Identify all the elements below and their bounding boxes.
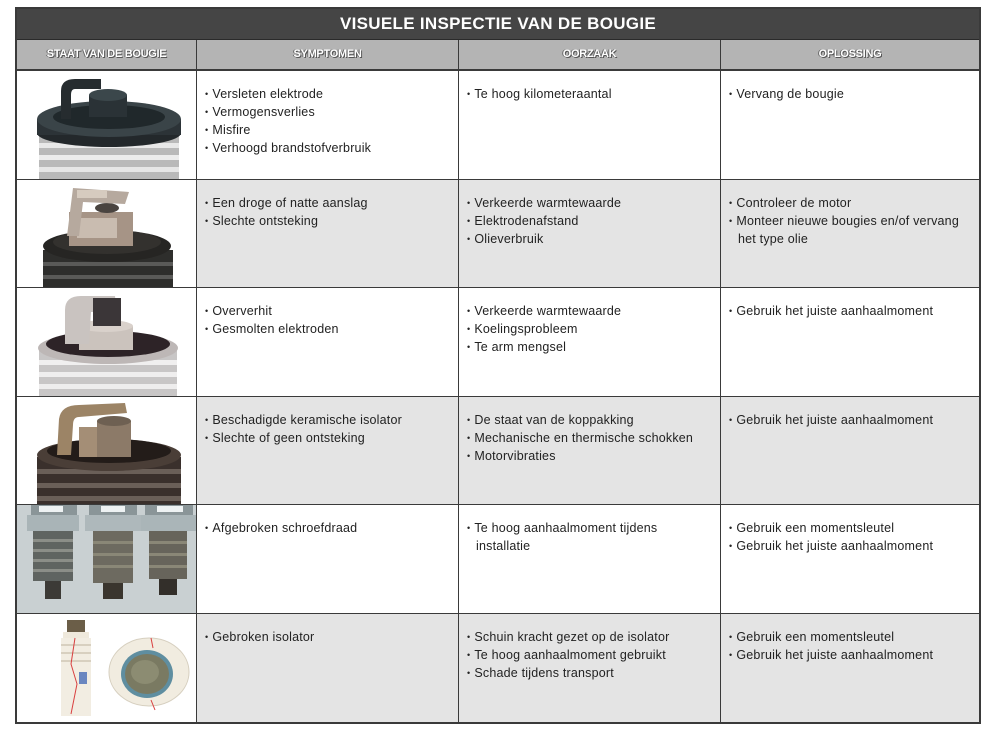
solution-item: • Gebruik een momentsleutel bbox=[729, 519, 971, 537]
symptom-item: • Verhoogd brandstofverbruik bbox=[205, 139, 450, 157]
solution-item: • Gebruik het juiste aanhaalmoment bbox=[729, 646, 971, 664]
symptomen-cell bbox=[197, 288, 459, 396]
cause-item: • Motorvibraties bbox=[467, 447, 712, 465]
solution-item: • Gebruik het juiste aanhaalmoment bbox=[729, 411, 971, 429]
symptom-item: • Slechte ontsteking bbox=[205, 212, 450, 230]
cause-item: • Schuin kracht gezet op de isolator bbox=[467, 628, 712, 646]
oorzaak-cell bbox=[459, 397, 721, 505]
table-row bbox=[17, 614, 979, 723]
cause-item: • Mechanische en thermische schokken bbox=[467, 429, 712, 447]
column-header-staat: STAAT VAN DE BOUGIE bbox=[17, 40, 197, 69]
oplossing-cell bbox=[721, 71, 979, 179]
oorzaak-cell bbox=[459, 71, 721, 179]
cause-item: • Schade tijdens transport bbox=[467, 664, 712, 682]
oplossing-cell bbox=[721, 505, 979, 613]
symptomen-cell bbox=[197, 180, 459, 288]
oplossing-cell bbox=[721, 180, 979, 288]
inspection-table bbox=[15, 7, 981, 724]
table-title: VISUELE INSPECTIE VAN DE BOUGIE bbox=[17, 9, 979, 40]
damaged-insulator-spark-plug-image bbox=[17, 397, 197, 505]
broken-threads-spark-plugs-image bbox=[17, 505, 197, 613]
cause-item: • Te arm mengsel bbox=[467, 338, 712, 356]
symptom-item: • Gebroken isolator bbox=[205, 628, 450, 646]
cause-item: • Verkeerde warmtewaarde bbox=[467, 194, 712, 212]
symptomen-cell bbox=[197, 397, 459, 505]
column-header-oplossing: OPLOSSING bbox=[818, 48, 882, 60]
symptom-item: • Een droge of natte aanslag bbox=[205, 194, 450, 212]
table-row bbox=[17, 505, 979, 614]
solution-item: • Gebruik een momentsleutel bbox=[729, 628, 971, 646]
overheated-spark-plug-image bbox=[17, 288, 197, 396]
table-row bbox=[17, 71, 979, 180]
cause-item: • Te hoog aanhaalmoment gebruikt bbox=[467, 646, 712, 664]
symptomen-cell bbox=[197, 614, 459, 723]
oplossing-cell bbox=[721, 288, 979, 396]
symptom-item: • Oververhit bbox=[205, 302, 450, 320]
symptom-item: • Misfire bbox=[205, 121, 450, 139]
solution-item: • Controleer de motor bbox=[729, 194, 971, 212]
table-row bbox=[17, 397, 979, 506]
oplossing-cell bbox=[721, 397, 979, 505]
table-header-row bbox=[17, 40, 979, 71]
oplossing-cell bbox=[721, 614, 979, 723]
cause-item: • Verkeerde warmtewaarde bbox=[467, 302, 712, 320]
symptom-item: • Gesmolten elektroden bbox=[205, 320, 450, 338]
table-row bbox=[17, 180, 979, 289]
cause-item: • Te hoog kilometeraantal bbox=[467, 85, 712, 103]
solution-item: • Gebruik het juiste aanhaalmoment bbox=[729, 537, 971, 555]
symptom-item: • Slechte of geen ontsteking bbox=[205, 429, 450, 447]
symptom-item: • Beschadigde keramische isolator bbox=[205, 411, 450, 429]
oorzaak-cell bbox=[459, 180, 721, 288]
table-row bbox=[17, 288, 979, 397]
broken-insulator-spark-plug-image bbox=[17, 614, 197, 723]
column-header-symptomen: SYMPTOMEN bbox=[197, 40, 459, 69]
cause-item: • Olieverbruik bbox=[467, 230, 712, 248]
cause-item: • Te hoog aanhaalmoment tijdens installatie bbox=[467, 519, 712, 555]
symptomen-cell bbox=[197, 71, 459, 179]
symptomen-cell bbox=[197, 505, 459, 613]
symptom-item: • Afgebroken schroefdraad bbox=[205, 519, 450, 537]
solution-item: • Gebruik het juiste aanhaalmoment bbox=[729, 302, 971, 320]
column-header-oorzaak: OORZAAK bbox=[459, 40, 721, 69]
cause-item: • Elektrodenafstand bbox=[467, 212, 712, 230]
fouled-deposits-spark-plug-image bbox=[17, 180, 197, 288]
oorzaak-cell bbox=[459, 288, 721, 396]
symptom-item: • Vermogensverlies bbox=[205, 103, 450, 121]
solution-item: • Vervang de bougie bbox=[729, 85, 971, 103]
oorzaak-cell bbox=[459, 614, 721, 723]
oorzaak-cell bbox=[459, 505, 721, 613]
symptom-item: • Versleten elektrode bbox=[205, 85, 450, 103]
cause-item: • Koelingsprobleem bbox=[467, 320, 712, 338]
worn-electrode-spark-plug-image bbox=[17, 71, 197, 179]
solution-item: • Monteer nieuwe bougies en/of vervang het type olie bbox=[729, 212, 971, 248]
cause-item: • De staat van de koppakking bbox=[467, 411, 712, 429]
